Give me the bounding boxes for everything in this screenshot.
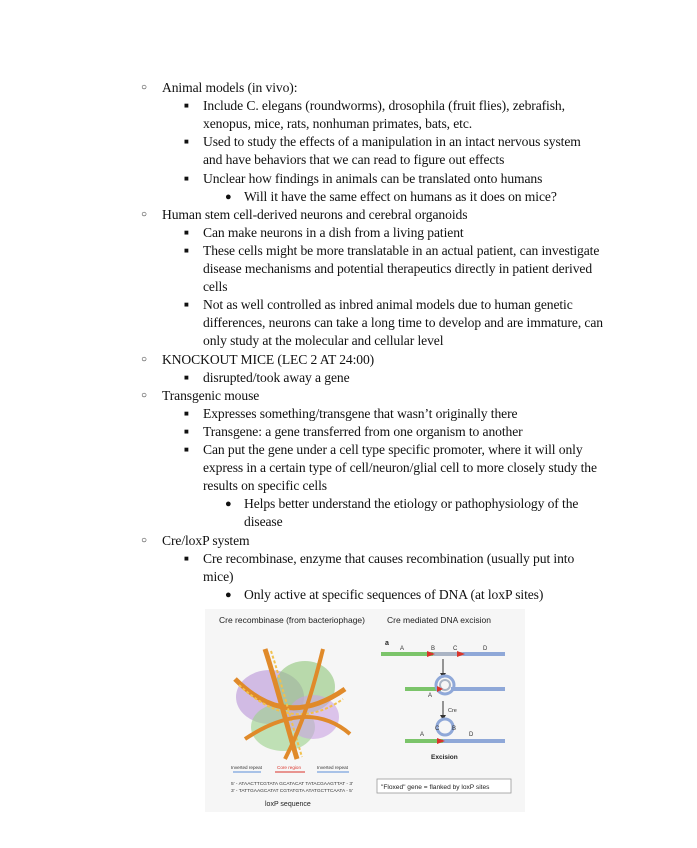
outline-line-level-2: Cre recombinase, enzyme that causes recombination (usually put into [203,551,575,566]
bullet-level-2: ■ [184,101,189,110]
outline-line-level-2: mice) [203,569,234,584]
outline-line-level-2: only study at the molecular and cellular level [203,333,444,348]
bullet-level-2: ■ [184,373,189,382]
bullet-level-1: ○ [141,354,148,365]
outline-line-level-2: Expresses something/transgene that wasn’t originally there [203,406,518,421]
bullet-level-3: ● [225,191,232,203]
seq-line-2: 3' - TATTGAAGCATAT CGTATGTA ATATGCTTCAATA - 5' [231,789,353,794]
outline-line-level-2: Unclear how findings in animals can be translated onto humans [203,171,543,186]
seq-line-1: 5' - ATAACTTCGTATA GCATACAT TATACGAAGTTAT - 3' [231,782,353,787]
bullet-level-2: ■ [184,445,189,454]
outline-line-level-3: Only active at specific sequences of DNA (at loxP sites) [244,587,544,602]
bullet-level-1: ○ [141,82,148,93]
bullet-level-2: ■ [184,409,189,418]
outline-line-level-1: KNOCKOUT MICE (LEC 2 AT 24:00) [162,352,375,367]
panel-letter: a [385,640,389,647]
svg-text:A: A [428,693,433,699]
outline-line-level-2: differences, neurons can take a long time to develop and are immature, can [203,315,603,330]
cre-lox-figure [205,609,525,812]
bullet-level-2: ■ [184,228,189,237]
outline-line-level-2: Can put the gene under a cell type specific promoter, where it will only [203,442,583,457]
outline-line-level-3: disease [244,514,283,529]
loxp-caption: loxP sequence [265,801,311,808]
floxed-caption: "Floxed" gene = flanked by loxP sites [381,784,490,791]
outline-line-level-1: Transgenic mouse [162,388,260,403]
left-title: Cre recombinase (from bacteriophage) [219,615,365,625]
seq-label-left: Inverted repeat [231,765,262,770]
bullet-level-3: ● [225,498,232,510]
outline-line-level-2: Include C. elegans (roundworms), drosophila (fruit flies), zebrafish, [203,98,565,113]
outline-line-level-2: results on specific cells [203,478,327,493]
bullet-level-2: ■ [184,427,189,436]
bullet-level-1: ○ [141,209,148,220]
site-label-a: A [400,646,405,652]
bullet-level-2: ■ [184,300,189,309]
outline-line-level-2: Not as well controlled as inbred animal models due to human genetic [203,297,573,312]
outline-line-level-2: xenopus, mice, rats, nonhuman primates, bats, etc. [203,116,473,131]
outline-line-level-1: Cre/loxP system [162,533,250,548]
svg-text:B: B [452,726,457,732]
outline-line-level-2: and have behaviors that we can read to figure out effects [203,152,505,167]
excision-label: Excision [431,754,458,761]
outline-line-level-2: express in a certain type of cell/neuron/glial cell to more closely study the [203,460,597,475]
outline-line-level-2: These cells might be more translatable in an actual patient, can investigate [203,243,600,258]
outline-line-level-1: Animal models (in vivo): [162,80,298,95]
bullet-level-1: ○ [141,390,148,401]
bullet-level-3: ● [225,589,232,601]
svg-text:C: C [435,726,440,732]
seq-label-core: Core region [277,765,302,770]
svg-text:A: A [420,732,425,738]
right-title: Cre mediated DNA excision [387,615,491,625]
bullet-level-2: ■ [184,137,189,146]
site-label-c: C [453,646,458,652]
site-label-d: D [483,646,488,652]
outline-line-level-3: Helps better understand the etiology or pathophysiology of the [244,496,579,511]
bullet-level-2: ■ [184,554,189,563]
site-label-b: B [431,646,436,652]
seq-label-right: Inverted repeat [317,765,348,770]
outline-line-level-2: cells [203,279,228,294]
bullet-level-2: ■ [184,246,189,255]
outline-line-level-2: Can make neurons in a dish from a living patient [203,225,464,240]
outline-line-level-2: Transgene: a gene transferred from one organism to another [203,424,523,439]
bullet-level-2: ■ [184,174,189,183]
outline-line-level-2: disease mechanisms and potential therapeutics directly in patient derived [203,261,593,276]
figure-graphic [205,609,525,812]
outline-line-level-1: Human stem cell-derived neurons and cerebral organoids [162,207,468,222]
outline-line-level-3: Will it have the same effect on humans as it does on mice? [244,189,557,204]
svg-text:D: D [469,732,474,738]
bullet-level-1: ○ [141,535,148,546]
outline-line-level-2: disrupted/took away a gene [203,370,350,385]
cre-label: Cre [448,708,457,714]
outline-line-level-2: Used to study the effects of a manipulation in an intact nervous system [203,134,581,149]
